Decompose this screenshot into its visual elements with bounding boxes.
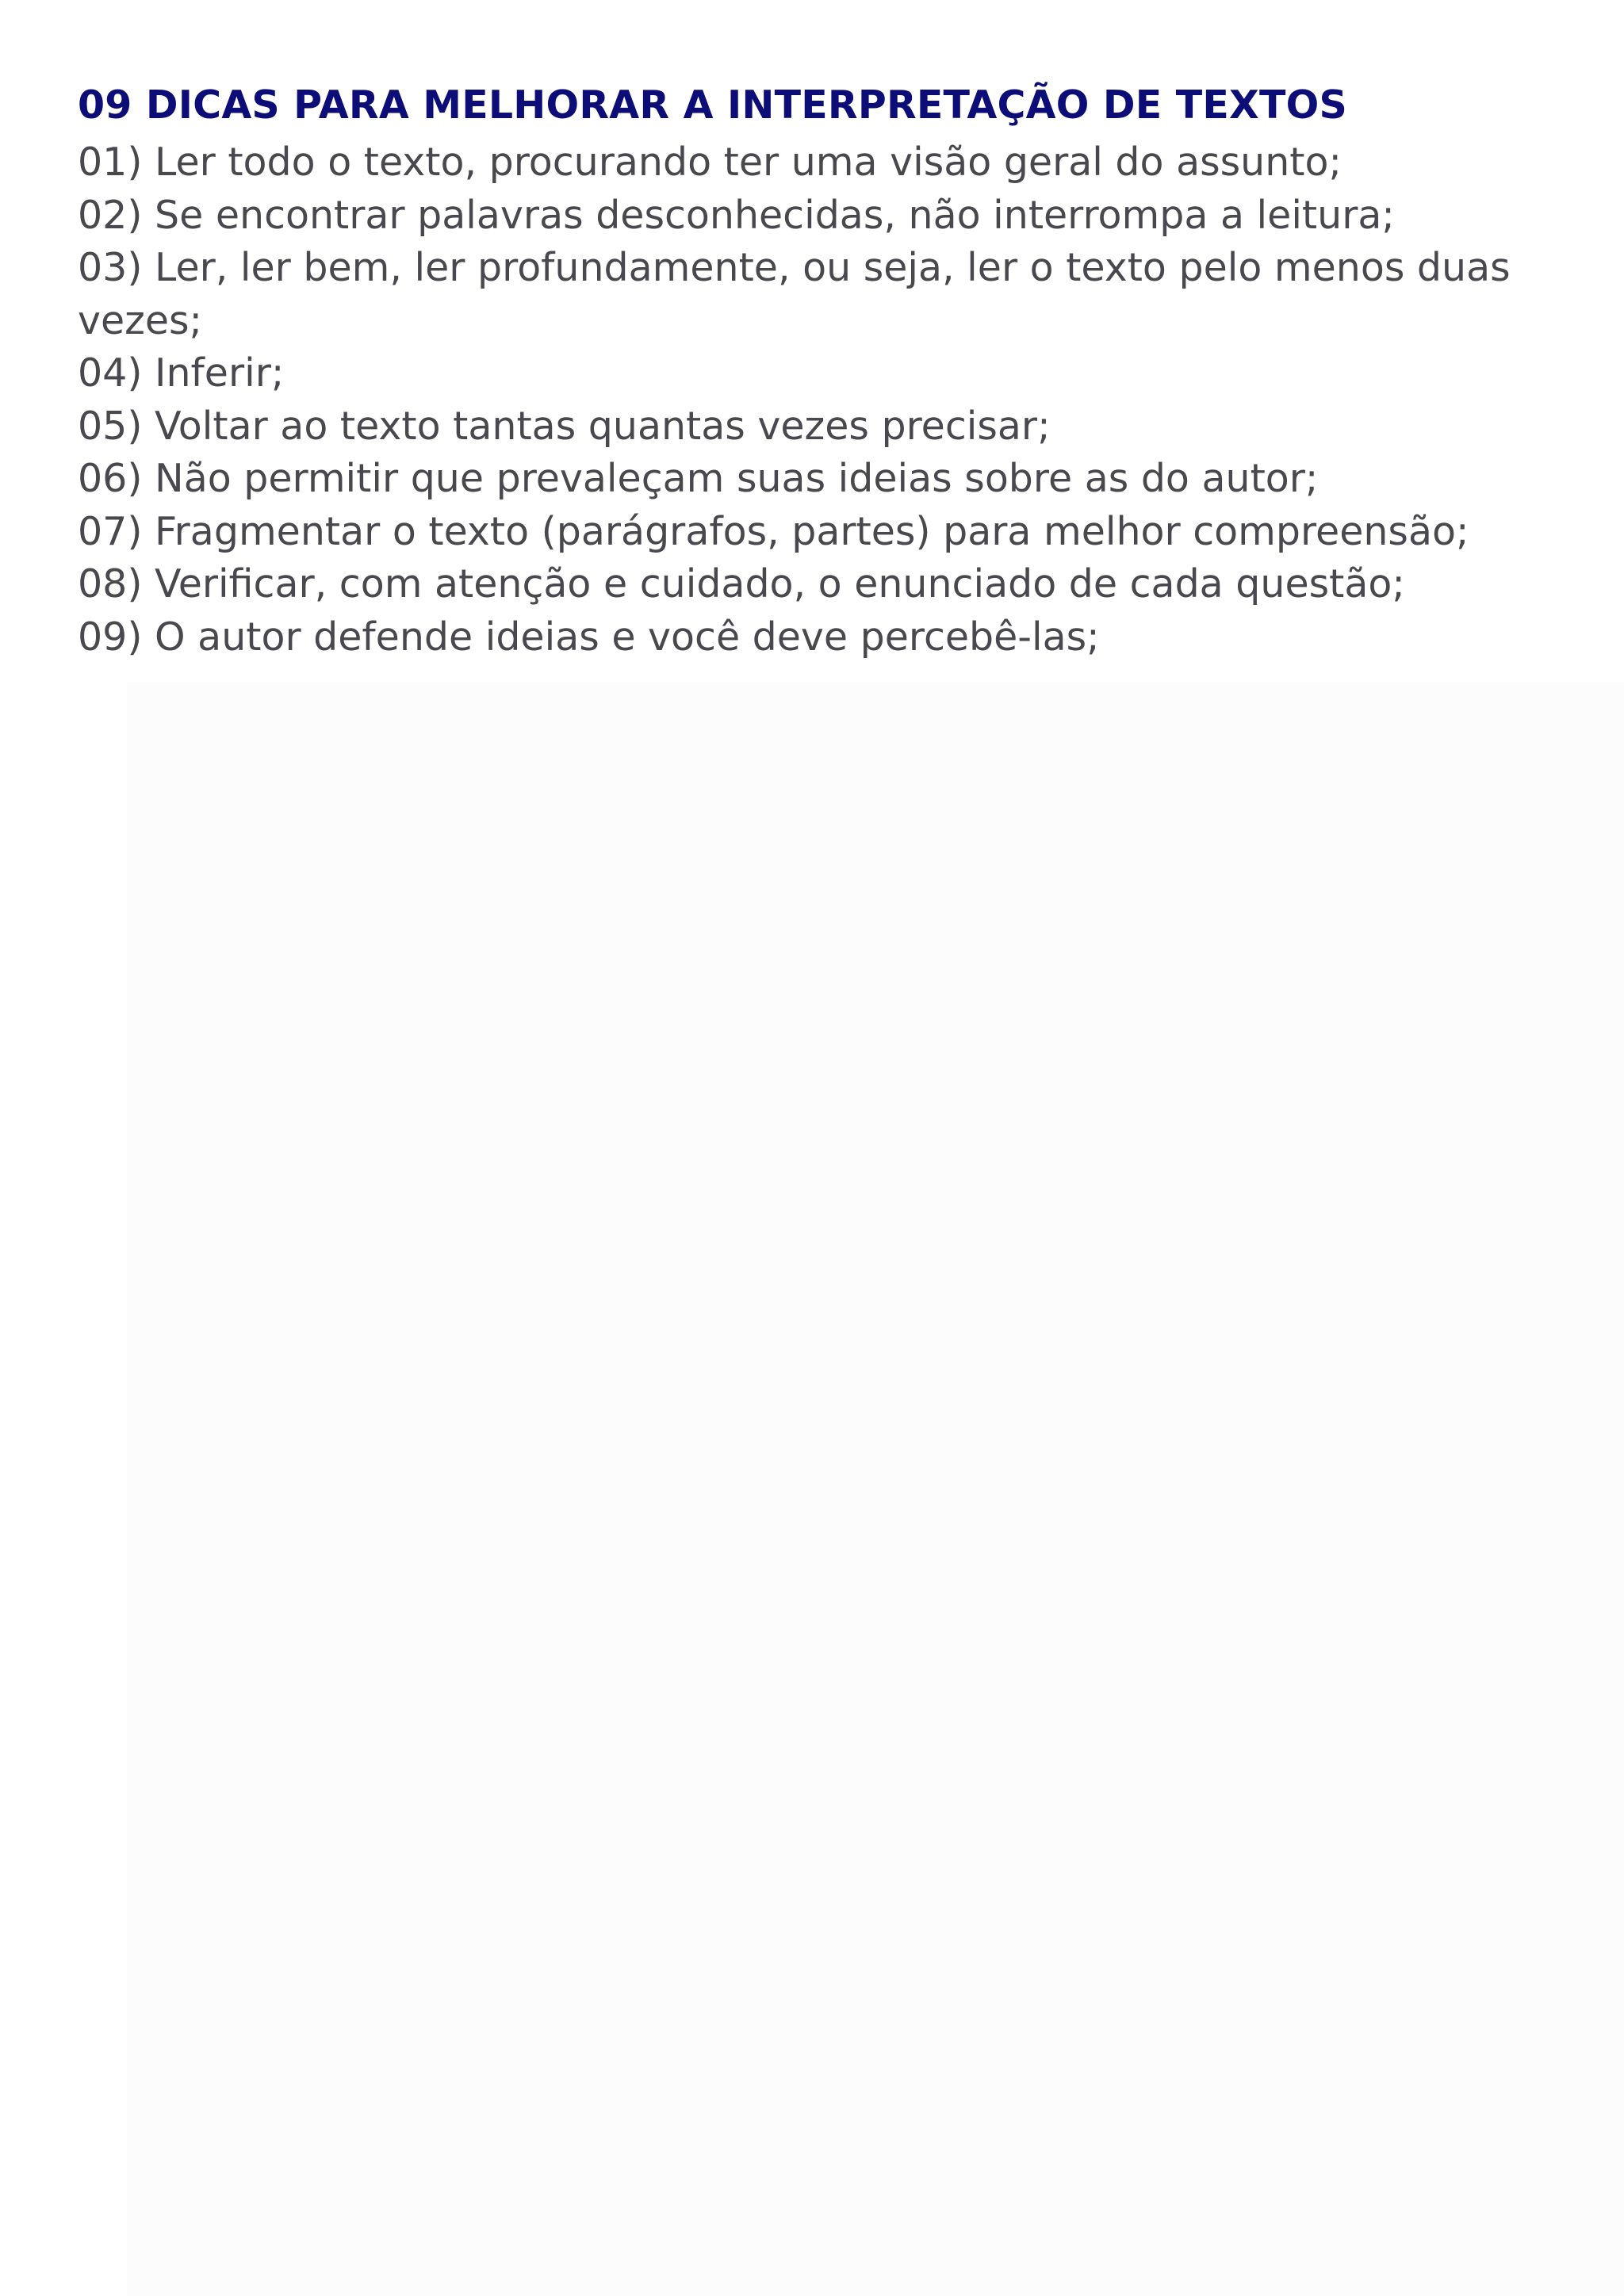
tip-item-07: 07) Fragmentar o texto (parágrafos, partes) para melhor compreensão; <box>78 508 1469 554</box>
tip-item-05: 05) Voltar ao texto tantas quantas vezes precisar; <box>78 403 1051 449</box>
document-title: 09 DICAS PARA MELHORAR A INTERPRETAÇÃO DE TEXTOS <box>78 82 1347 128</box>
tips-list <box>78 136 1553 664</box>
tip-item-09: 09) O autor defende ideias e você deve percebê-las; <box>78 614 1100 660</box>
tip-item-01: 01) Ler todo o texto, procurando ter uma visão geral do assunto; <box>78 140 1342 185</box>
tip-item-04: 04) Inferir; <box>78 350 285 396</box>
tip-item-02: 02) Se encontrar palavras desconhecidas, não interrompa a leitura; <box>78 192 1395 238</box>
tip-item-08: 08) Verificar, com atenção e cuidado, o enunciado de cada questão; <box>78 561 1405 607</box>
tip-item-06: 06) Não permitir que prevaleçam suas ideias sobre as do autor; <box>78 456 1319 501</box>
document-content <box>78 78 1553 664</box>
page-background-shade <box>127 682 1624 2296</box>
tip-item-03: 03) Ler, ler bem, ler profundamente, ou seja, ler o texto pelo menos duas vezes; <box>78 245 1511 343</box>
